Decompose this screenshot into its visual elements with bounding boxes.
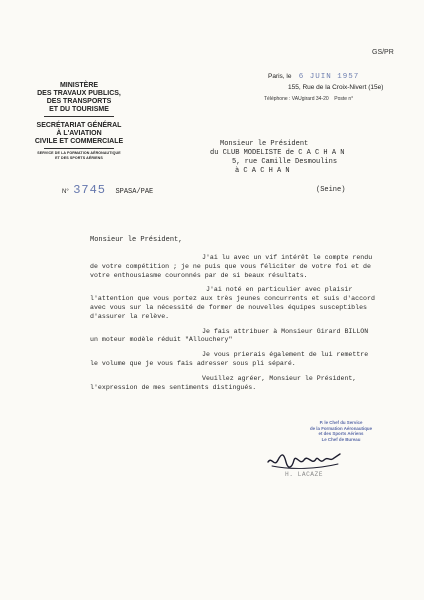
ministry-line: ET DU TOURISME	[49, 106, 109, 113]
ministry-letterhead	[27, 82, 131, 161]
reference-number: 3745	[73, 183, 106, 197]
body-paragraph: J'ai noté en particulier avec plaisir l'attention que vous portez aux très jeunes concurrents et suis d'accord avec vous sur la nécessité de former de nouvelles équipes susceptibles d'assurer la relève.	[90, 286, 375, 320]
stamp-line: P. le Chef du Service	[319, 420, 363, 425]
phone-label: Téléphone : VAUgirard 34-20	[264, 96, 329, 102]
service-line: ET DES SPORTS AÉRIENS	[55, 156, 103, 160]
body-paragraph: Veuillez agréer, Monsieur le Président, l'expression de mes sentiments distingués.	[90, 374, 357, 391]
recipient-line: 5, rue Camille Desmoulins	[232, 158, 338, 166]
reference-label: N°	[62, 189, 69, 195]
date-stamp: 6 JUIN 1957	[298, 73, 360, 81]
recipient-department: (Seine)	[316, 186, 346, 194]
salutation: Monsieur le Président,	[90, 236, 183, 244]
ministry-line: MINISTÈRE	[59, 82, 99, 89]
department-line: À L'AVIATION	[56, 130, 102, 137]
stamp-line: et des Sports Aériens	[318, 431, 364, 437]
signer-name: H. LACAZE	[285, 471, 323, 478]
phone-extension: Poste n°	[334, 96, 354, 102]
ministry-line: DES TRAVAUX PUBLICS,	[37, 90, 121, 97]
ministry-line: DES TRANSPORTS	[46, 98, 112, 105]
recipient-block	[210, 140, 410, 176]
body-paragraph: Je fais attribuer à Monsieur Girard BILLON un moteur modèle réduit "Allouchery"	[90, 327, 369, 344]
place-date	[268, 73, 359, 81]
reference-suffix: SPASA/PAE	[115, 188, 154, 196]
reference-code: GS/PR	[372, 49, 394, 56]
department-line: CIVILE ET COMMERCIALE	[34, 138, 124, 145]
stamp-line: de la Formation Aéronautique	[309, 425, 373, 431]
letterhead-divider	[44, 148, 114, 149]
sender-phone	[264, 96, 353, 102]
official-stamp	[294, 420, 388, 442]
recipient-line: à C A C H A N	[235, 167, 290, 175]
recipient-line: Monsieur le Président	[220, 140, 309, 148]
department-line: SECRÉTARIAT GÉNÉRAL	[36, 122, 122, 129]
sender-address: 155, Rue de la Croix-Nivert (15e)	[288, 84, 384, 91]
letter-reference	[62, 180, 153, 198]
stamp-line: Le Chef de Bureau	[321, 436, 361, 442]
recipient-line: du CLUB MODELISTE de C A C H A N	[210, 149, 345, 157]
place-label: Paris, le	[268, 73, 292, 80]
body-paragraph: Je vous prierais également de lui remettre le volume que je vous fais adresser sous pli séparé.	[90, 351, 369, 367]
letterhead-divider	[44, 116, 114, 117]
service-line: SERVICE DE LA FORMATION AÉRONAUTIQUE	[37, 151, 121, 155]
letter-body	[90, 254, 380, 398]
body-paragraph: J'ai lu avec un vif intérêt le compte rendu de votre compétition ; je ne puis que vous féliciter de votre foi et de votre enthousiasme couronnés par de si beaux résultats.	[90, 254, 373, 279]
